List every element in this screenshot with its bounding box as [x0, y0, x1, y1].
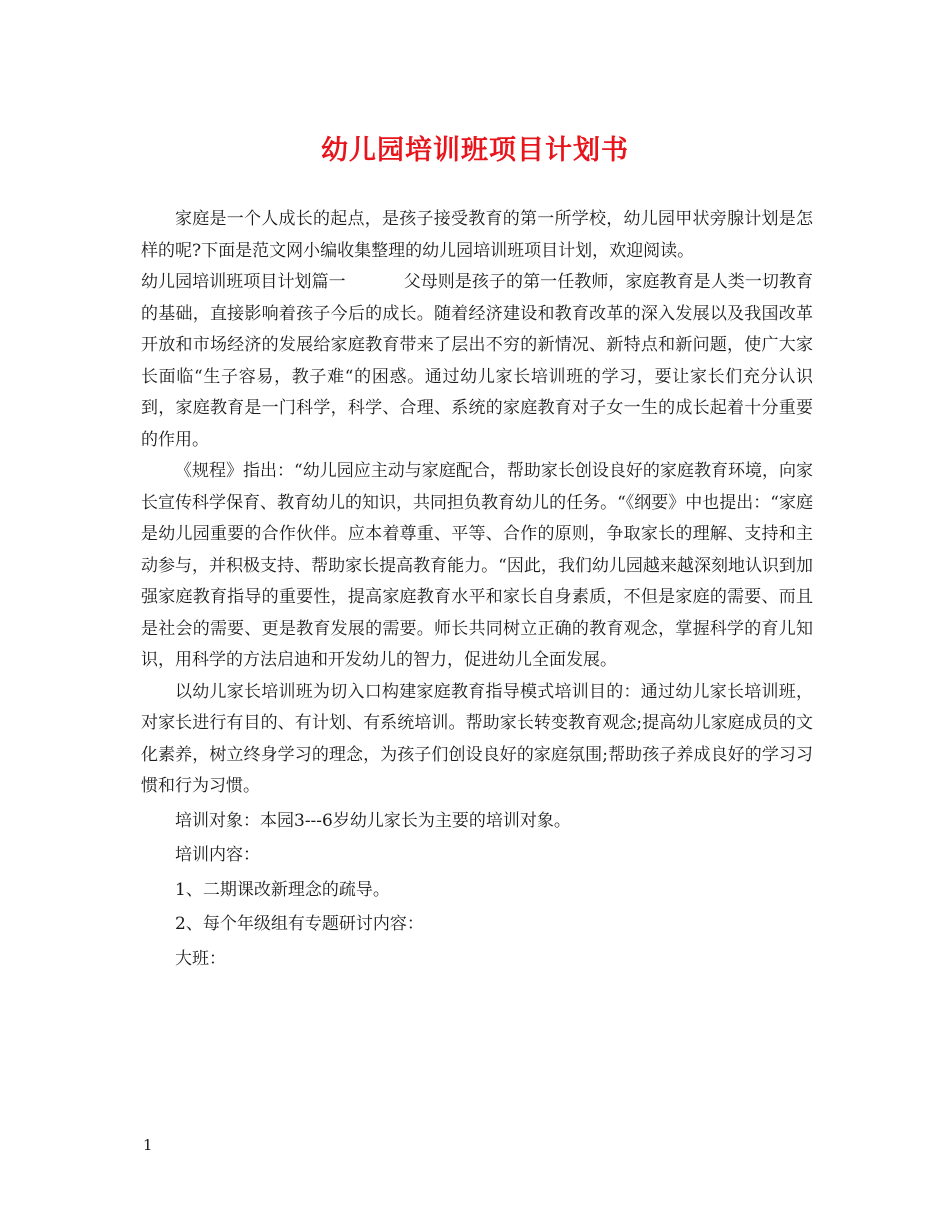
- section-one: [141, 267, 813, 456]
- section-heading: 幼儿园培训班项目计划篇一: [141, 272, 346, 292]
- training-item-3: 大班：: [175, 948, 226, 969]
- training-target: 培训对象：本园3---6岁幼儿家长为主要的培训对象。: [175, 810, 571, 831]
- paragraph-training-purpose: 以幼儿家长培训班为切入口构建家庭教育指导模式培训目的：通过幼儿家长培训班，对家长进行有目的、有计划、有系统培训。帮助家长转变教育观念;提高幼儿家庭成员的文化素养，树立终身学习的理念，为孩子们创设良好的家庭氛围;帮助孩子养成良好的学习习惯和行为习惯。: [141, 681, 813, 796]
- paragraph-parents: 父母则是孩子的第一任教师，家庭教育是人类一切教育的基础，直接影响着孩子今后的成长。随着经济建设和教育改革的深入发展以及我国改革开放和市场经济的发展给家庭教育带来了层出不穷的新情况、新特点和新问题，使广大家长面临“生子容易，教子难“的困惑。通过幼儿家长培训班的学习，要让家长们充分认识到，家庭教育是一门科学，科学、合理、系统的家庭教育对子女一生的成长起着十分重要的作用。: [141, 272, 814, 450]
- document-body: [141, 204, 813, 975]
- training-item-1: 1、二期课改新理念的疏导。: [175, 879, 390, 900]
- paragraph-regulations: 《规程》指出：“幼儿园应主动与家庭配合，帮助家长创设良好的家庭教育环境，向家长宣传科学保育、教育幼儿的知识，共同担负教育幼儿的任务。“《纲要》中也提出：“家庭是幼儿园重要的合作伙伴。应本着尊重、平等、合作的原则，争取家长的理解、支持和主动参与，并积极支持、帮助家长提高教育能力。“因此，我们幼儿园越来越深刻地认识到加强家庭教育指导的重要性，提高家庭教育水平和家长自身素质，不但是家庭的需要、而且是社会的需要、更是教育发展的需要。师长共同树立正确的教育观念，掌握科学的育儿知识，用科学的方法启迪和开发幼儿的智力，促进幼儿全面发展。: [141, 461, 813, 670]
- intro-paragraph: 家庭是一个人成长的起点，是孩子接受教育的第一所学校，幼儿园甲状旁腺计划是怎样的呢?下面是范文网小编收集整理的幼儿园培训班项目计划，欢迎阅读。: [141, 209, 813, 261]
- training-item-2: 2、每个年级组有专题研讨内容：: [175, 914, 424, 934]
- page-number: 1: [143, 1136, 153, 1154]
- document-title: 幼儿园培训班项目计划书: [321, 135, 629, 166]
- training-content-heading: 培训内容：: [175, 845, 260, 865]
